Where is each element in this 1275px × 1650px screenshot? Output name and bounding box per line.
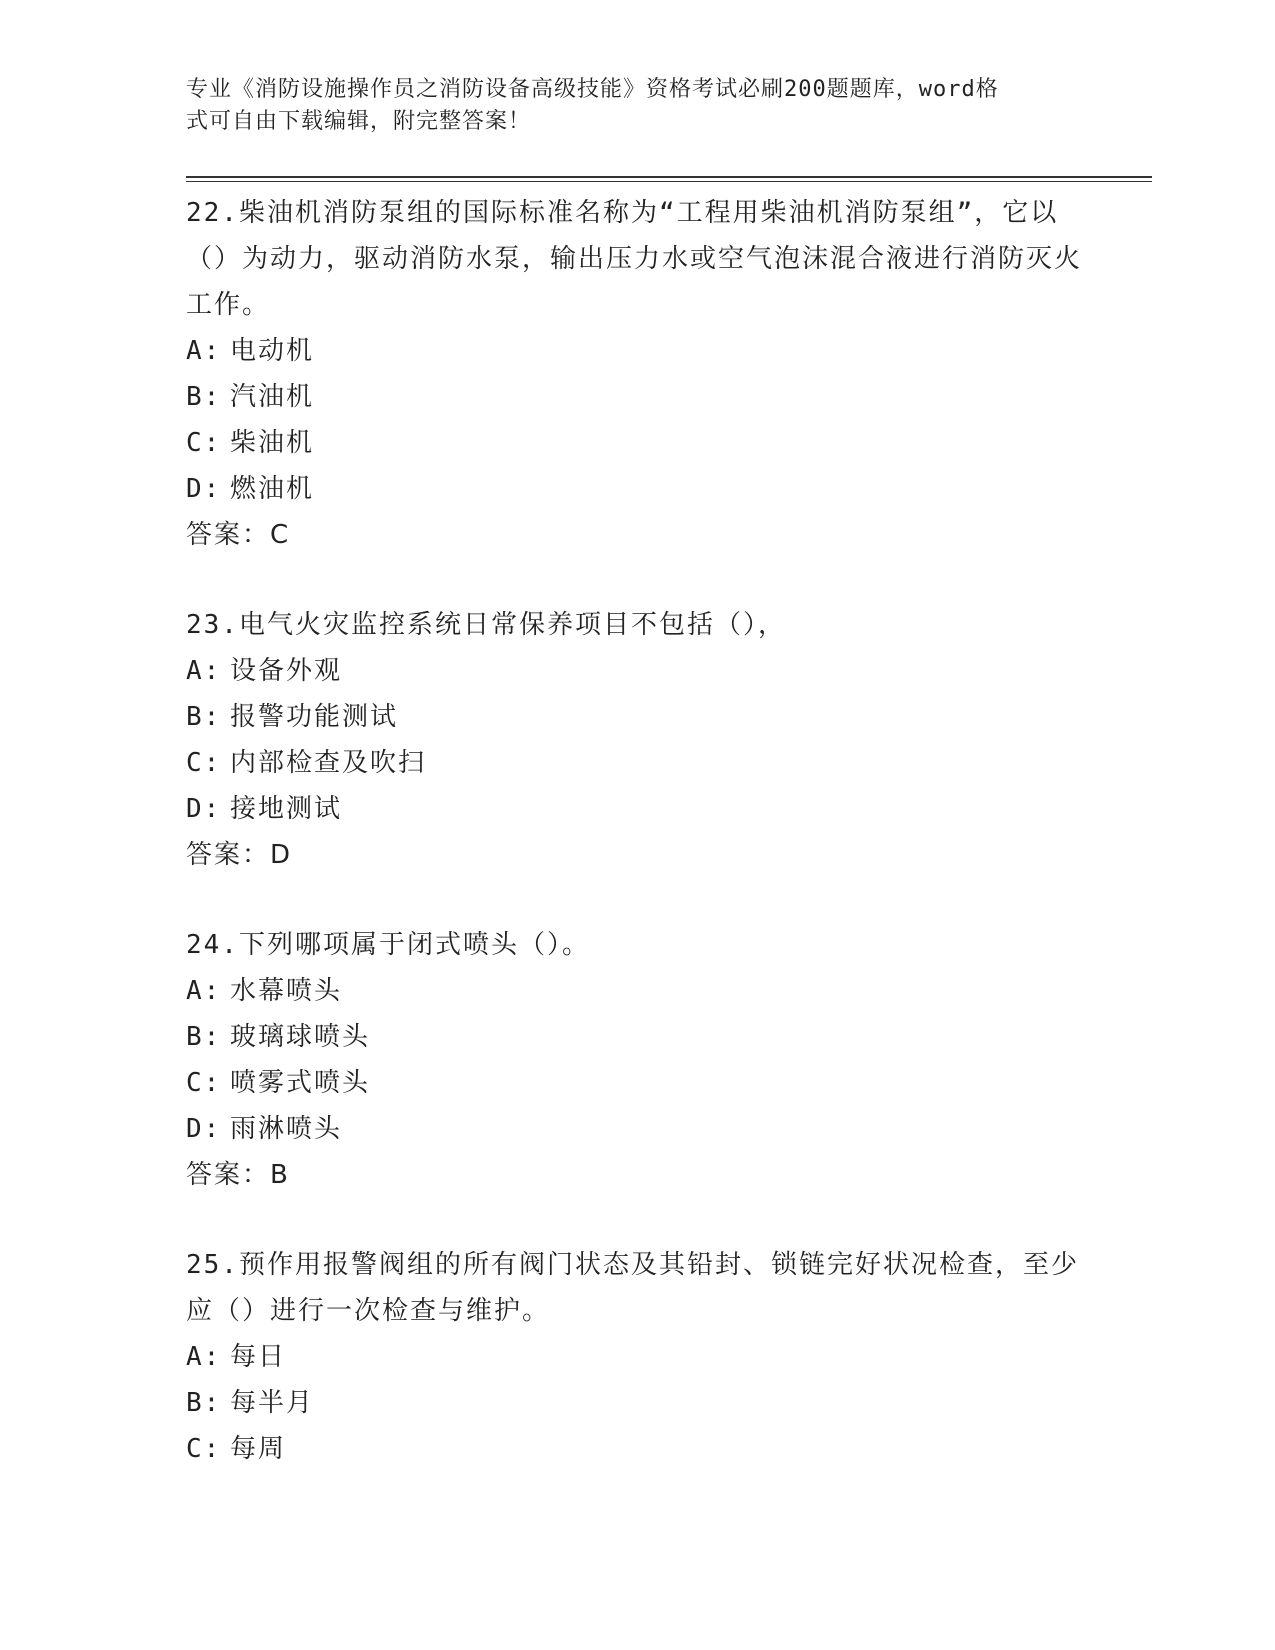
option-text: 报警功能测试 [230, 702, 399, 732]
option-a [186, 968, 1086, 1014]
option-text: 接地测试 [230, 794, 343, 824]
option-letter: C: [186, 428, 222, 458]
option-text: 燃油机 [230, 474, 315, 504]
header-divider-thin [186, 181, 1152, 182]
option-text: 喷雾式喷头 [230, 1068, 371, 1098]
option-c [186, 1060, 1086, 1106]
option-text: 每周 [230, 1434, 287, 1464]
header-line-1: 专业《消防设施操作员之消防设备高级技能》资格考试必刷200题题库，word格 [186, 77, 999, 102]
option-letter: A: [186, 656, 222, 686]
option-b [186, 1014, 1086, 1060]
option-b [186, 1380, 1086, 1426]
option-d [186, 466, 1086, 512]
option-letter: D: [186, 794, 222, 824]
answer-line: 答案：D [186, 840, 293, 870]
option-letter: B: [186, 1022, 222, 1052]
option-text: 每半月 [230, 1388, 315, 1418]
option-letter: C: [186, 748, 222, 778]
option-d [186, 786, 1086, 832]
option-letter: B: [186, 702, 222, 732]
option-c [186, 420, 1086, 466]
option-a [186, 1334, 1086, 1380]
option-text: 雨淋喷头 [230, 1114, 343, 1144]
option-c [186, 740, 1086, 786]
question-stem: 22.柴油机消防泵组的国际标准名称为“工程用柴油机消防泵组”，它以（）为动力，驱动消防水泵，输出压力水或空气泡沫混合液进行消防灭火工作。 [186, 198, 1083, 320]
answer-line: 答案：C [186, 520, 291, 550]
option-text: 玻璃球喷头 [230, 1022, 371, 1052]
option-text: 每日 [230, 1342, 287, 1372]
answer-line: 答案：B [186, 1160, 290, 1190]
option-text: 电动机 [230, 336, 315, 366]
option-letter: A: [186, 1342, 222, 1372]
option-b [186, 374, 1086, 420]
question-23 [186, 602, 1086, 878]
option-letter: D: [186, 1114, 222, 1144]
option-letter: A: [186, 976, 222, 1006]
option-c [186, 1426, 1086, 1472]
document-header [186, 74, 1066, 138]
option-letter: A: [186, 336, 222, 366]
question-stem: 24.下列哪项属于闭式喷头（）。 [186, 930, 590, 960]
option-a [186, 648, 1086, 694]
option-letter: C: [186, 1434, 222, 1464]
question-25 [186, 1242, 1086, 1472]
option-letter: B: [186, 1388, 222, 1418]
option-d [186, 1106, 1086, 1152]
question-22 [186, 190, 1086, 558]
option-text: 汽油机 [230, 382, 315, 412]
option-text: 设备外观 [230, 656, 343, 686]
option-text: 柴油机 [230, 428, 315, 458]
option-text: 内部检查及吹扫 [230, 748, 427, 778]
option-a [186, 328, 1086, 374]
header-divider-thick [186, 176, 1152, 178]
option-text: 水幕喷头 [230, 976, 343, 1006]
option-b [186, 694, 1086, 740]
question-list [186, 190, 1086, 1516]
option-letter: C: [186, 1068, 222, 1098]
question-24 [186, 922, 1086, 1198]
question-stem: 25.预作用报警阀组的所有阀门状态及其铅封、锁链完好状况检查，至少应（）进行一次检查与维护。 [186, 1250, 1079, 1326]
option-letter: B: [186, 382, 222, 412]
header-line-2: 式可自由下载编辑，附完整答案！ [186, 109, 532, 134]
question-stem: 23.电气火灾监控系统日常保养项目不包括（）， [186, 610, 786, 640]
option-letter: D: [186, 474, 222, 504]
